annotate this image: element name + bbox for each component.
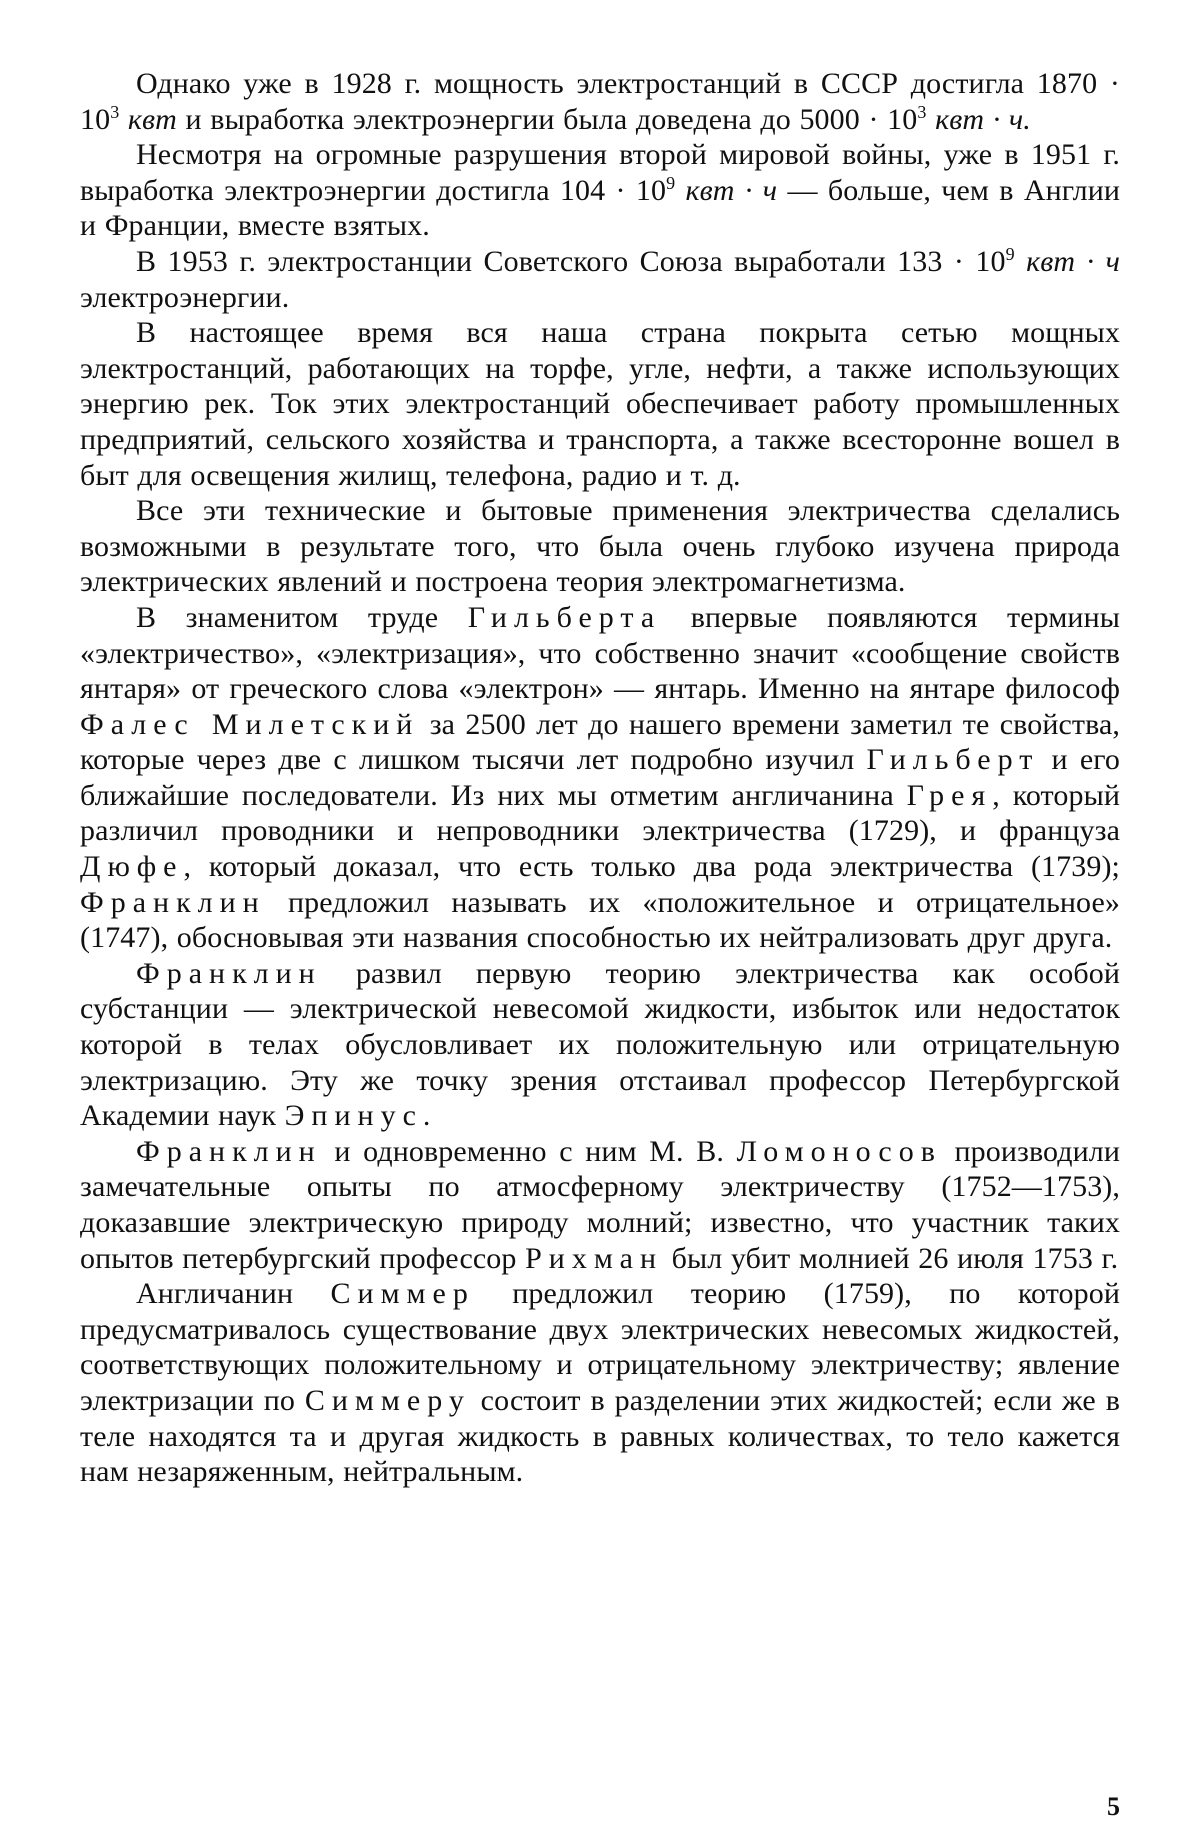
text-run: был убит молнией 26 июля 1753 г. [663, 1241, 1119, 1275]
text-run: Несмотря на огромные разрушения второй мировой войны, уже в 1951 г. выработка электроэнергии достигла 104 · 10 [80, 138, 1120, 207]
spaced-name: Эпинус [284, 1099, 423, 1133]
superscript-exponent: 3 [110, 101, 120, 122]
paragraph-2 [80, 137, 1120, 244]
text-run [1015, 245, 1026, 278]
text-run: предложил называть их «положительное и отрицательное» (1747), обосновывая эти названия способностью их нейтрализовать друг друга. [80, 885, 1120, 955]
text-run: электроэнергии. [80, 280, 290, 314]
text-run: В знаменитом труде [136, 600, 468, 634]
unit-italic: квт [127, 102, 177, 136]
page-number: 5 [1107, 1792, 1120, 1821]
spaced-name: Фалес Милетский [80, 707, 420, 741]
superscript-exponent: 9 [666, 172, 676, 193]
text-run: и его ближайшие последователи. Из них мы отметим англичанина [80, 743, 1121, 812]
paragraph-3 [80, 244, 1120, 315]
spaced-name: Ломоносов [736, 1134, 942, 1168]
unit-italic: квт · ч [1026, 244, 1121, 278]
paragraph-9 [80, 1276, 1120, 1490]
text-run [675, 174, 685, 207]
paragraph-4 [80, 315, 1120, 493]
text-run: развил первую теорию электричества как особой субстанции — электрической невесомой жидкости, избыток или недостаток которой в телах обусловливает их положительную или отрицательную электризацию. Эту же точку зрения отстаивал профессор Петербургской Академии наук [80, 956, 1120, 1133]
text-run: предложил теорию (1759), по которой предусматривалось существование двух электрических невесомых жидкостей, соответствующих положительному и отрицательному электричеству; явление электризации по [80, 1277, 1120, 1417]
paragraph-1 [80, 66, 1120, 137]
text-run: производили замечательные опыты по атмосферному электричеству (1752—1753), доказавшие электрическую природу молний; известно, что участник таких опытов петербургский профессор [80, 1134, 1120, 1275]
unit-italic: квт · ч [685, 173, 778, 207]
superscript-exponent: 3 [917, 101, 927, 122]
text-run: и одновременно с ним М. В. [321, 1134, 737, 1168]
superscript-exponent: 9 [1005, 243, 1015, 264]
text-run [119, 103, 128, 136]
paragraph-7 [80, 956, 1120, 1134]
text-run: и выработка электроэнергии была доведена до 5000 · 10 [176, 102, 918, 136]
text-run: Однако уже в 1928 г. мощность электростанций в СССР достигла 1870 · 10 [80, 67, 1120, 136]
spaced-name: Симмер [330, 1277, 475, 1311]
spaced-name: Гильберта [467, 600, 662, 634]
paragraph-8 [80, 1134, 1120, 1276]
text-run: В настоящее время вся наша страна покрыта сетью мощных электростанций, работающих на торфе, угле, нефти, а также использующих энергию рек. Ток этих электростанций обеспечивает работу промышленных предприятий, сельского хозяйства и транспорта, а также всесторонне вошел в быт для освещения жилищ, телефона, радио и т. д. [80, 316, 1120, 492]
text-run: В 1953 г. электростанции Советского Союза выработали 133 · 10 [136, 244, 1006, 278]
paragraph-6 [80, 600, 1120, 956]
text-run: Все эти технические и бытовые применения электричества сделались возможными в результате того, что была очень глубоко изучена природа электрических явлений и построена теория электромагнетизма. [80, 494, 1120, 599]
unit-italic: квт · ч. [935, 102, 1031, 136]
text-run: . [422, 1099, 431, 1133]
text-run: состоит в разделении этих жидкостей; если же в теле находятся та и другая жидкость в равных количествах, то тело кажется нам незаряженным, нейтральным. [80, 1383, 1120, 1489]
spaced-name: Грея [906, 778, 993, 812]
paragraph-5 [80, 493, 1120, 600]
page-body [80, 66, 1120, 1766]
text-run [926, 103, 935, 136]
text-run: — больше, чем в Англии и Франции, вместе взятых. [80, 173, 1121, 243]
spaced-name: Франклин [80, 885, 266, 919]
text-run: за 2500 лет до нашего времени заметил те свойства, которые через две с лишком тысячи лет подробно изучил [80, 707, 1120, 777]
spaced-name: Франклин [136, 956, 322, 990]
spaced-name: Дюфе [80, 850, 184, 884]
spaced-name: Симмеру [304, 1383, 471, 1417]
text-run: , который доказал, что есть только два рода электричества (1739); [183, 850, 1120, 884]
text-run: впервые появляются термины «электричество», «электризация», что собственно значит «сообщение свойств янтаря» от греческого слова «электрон» — янтарь. Именно на янтаре философ [80, 600, 1120, 706]
spaced-name: Рихман [525, 1241, 663, 1275]
text-run: Англичанин [136, 1277, 331, 1311]
text-run: , который различил проводники и непроводники электричества (1729), и француза [80, 778, 1120, 848]
spaced-name: Франклин [136, 1134, 322, 1168]
spaced-name: Гильберт [866, 743, 1040, 777]
